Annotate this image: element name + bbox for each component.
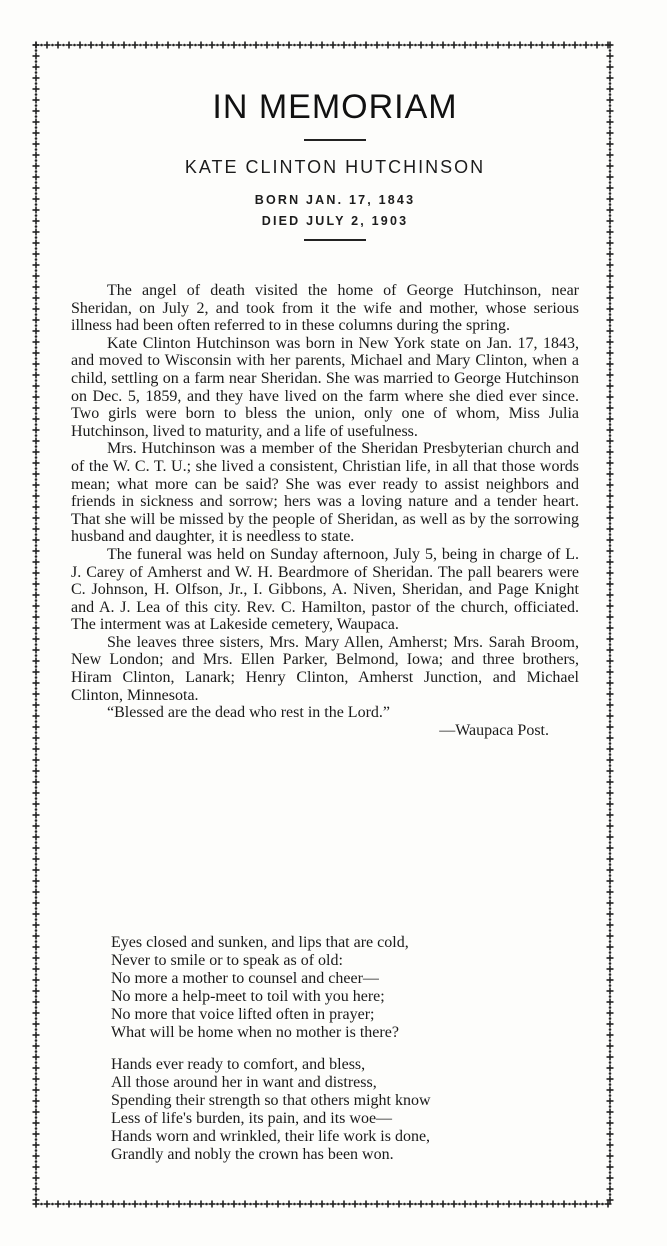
poem-line: Less of life's burden, its pain, and its woe— (111, 1110, 393, 1127)
poem-line: What will be home when no mother is there? (111, 1024, 399, 1041)
poem-line: Grandly and nobly the crown has been won. (111, 1146, 394, 1163)
poem-line: No more a mother to counsel and cheer— (111, 970, 379, 987)
poem-line: Hands worn and wrinkled, their life work is done, (111, 1128, 431, 1145)
poem-stanza-1 (111, 934, 591, 1042)
poem-stanza-2 (111, 1056, 591, 1164)
dates-divider (304, 239, 366, 241)
obituary-paragraph: The funeral was held on Sunday afternoon, July 5, being in charge of L. J. Carey of Amherst and W. H. Beardmore of Sheridan. The pall bearers were C. Johnson, H. Olfson, Jr., I. Gibbons, A. Niven, Sheridan, and Page Knight and A. J. Lea of this city. Rev. C. Hamilton, pastor of the church, officiated. The interment was at Lakeside cemetery, Waupaca. (71, 545, 579, 634)
obituary-paragraph: Mrs. Hutchinson was a member of the Sheridan Presbyterian church and of the W. C. T. U.; she lived a consistent, Christian life, in all that those words mean; what more can be said? She was ever ready to assist neighbors and friends in sickness and sorrow; hers was a loving nature and a tender heart. That she will be missed by the people of Sheridan, as well as by the sorrowing husband and daughter, it is needless to state. (71, 440, 579, 546)
poem-line: No more a help-meet to toil with you here; (111, 988, 385, 1005)
poem-line: Eyes closed and sunken, and lips that are cold, (111, 934, 409, 951)
poem-line: All those around her in want and distress, (111, 1074, 377, 1091)
memorial-poem (111, 934, 591, 1178)
header-block (50, 70, 620, 241)
poem-line: Hands ever ready to comfort, and bless, (111, 1056, 366, 1073)
birth-date: BORN JAN. 17, 1843 (254, 193, 416, 207)
title-divider (304, 139, 366, 141)
death-date: DIED JULY 2, 1903 (261, 214, 409, 228)
scripture-quote: “Blessed are the dead who rest in the Lord.” (107, 704, 391, 722)
page-title: IN MEMORIAM (212, 88, 458, 126)
obituary-text (71, 282, 579, 739)
obituary-paragraph: Kate Clinton Hutchinson was born in New York state on Jan. 17, 1843, and moved to Wisconsin with her parents, Michael and Mary Clinton, when a child, settling on a farm near Sheridan. She was married to George Hutchinson on Dec. 5, 1859, and they have lived on the farm where she died ever since. Two girls were born to bless the union, only one of whom, Miss Julia Hutchinson, lived to maturity, and a life of usefulness. (71, 334, 579, 440)
poem-line: No more that voice lifted often in prayer; (111, 1006, 375, 1023)
poem-line: Never to smile or to speak as of old: (111, 952, 343, 969)
deceased-name: KATE CLINTON HUTCHINSON (184, 157, 486, 177)
poem-line: Spending their strength so that others might know (111, 1092, 431, 1109)
source-attribution: —Waupaca Post. (439, 721, 549, 739)
life-dates (50, 190, 620, 232)
obituary-paragraph: The angel of death visited the home of George Hutchinson, near Sheridan, on July 2, and took from it the wife and mother, whose serious illness had been often referred to in these columns during the spring. (71, 282, 579, 335)
obituary-paragraph: She leaves three sisters, Mrs. Mary Allen, Amherst; Mrs. Sarah Broom, New London; and Mrs. Ellen Parker, Belmond, Iowa; and three brothers, Hiram Clinton, Lanark; Henry Clinton, Amherst Junction, and Michael Clinton, Minnesota. (71, 633, 579, 704)
